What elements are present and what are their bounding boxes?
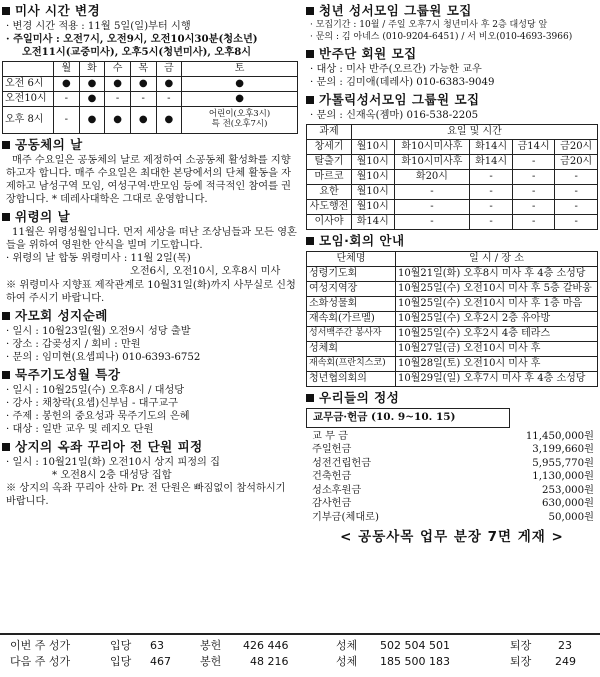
notice-banner: < 공동사목 업무 분장 7면 게재 > <box>340 529 564 546</box>
course-cell: - <box>512 200 555 215</box>
offering-row <box>306 470 598 484</box>
offering-amount: 630,000원 <box>542 498 594 510</box>
rosary-line1: · 일시 : 10월25일(수) 오후8시 / 대성당 <box>6 384 185 396</box>
community-body: 매주 수요일은 공동체의 날로 제정하여 소공동체 활성화를 지향하고자 합니다. 매주 수요일은 최대한 본당에서의 단체 활동을 자제하고 남성구역 모임, 여성구역·반모임 등에 적극적인 참여를 권장합니다. * 데레사대학은 그대로 운영합니다. <box>6 155 292 206</box>
pilgrimage-line1: · 일시 : 10월23일(월) 오전9시 성당 출발 <box>6 325 191 337</box>
bongheon-label: 봉헌 <box>200 655 222 668</box>
offering-title: 우리들의 정성 <box>319 390 400 406</box>
group-head: 단체명 <box>307 252 396 267</box>
meeting-group: 재속회(가르멜) <box>307 312 396 327</box>
bible-course-row <box>307 155 598 170</box>
mass-cell: ● <box>79 77 105 92</box>
section-pilgrimage <box>2 308 298 324</box>
memorial-title: 위령의 날 <box>15 209 71 225</box>
offering-row <box>306 430 598 444</box>
seongche-numbers: 502 504 501 <box>380 639 450 652</box>
square-bullet-icon <box>2 443 10 451</box>
course-cell: - <box>394 215 470 230</box>
mass-table-header <box>3 62 298 77</box>
meeting-group: 재속회(프란치스코) <box>307 357 396 372</box>
meeting-row <box>307 357 598 372</box>
offering-amount: 3,199,660원 <box>532 444 594 456</box>
meeting-group: 성체회 <box>307 342 396 357</box>
mass-table <box>2 61 298 134</box>
offering-label: 기부금(체대로) <box>312 511 379 523</box>
course-cell: - <box>470 200 513 215</box>
square-bullet-icon <box>306 237 314 245</box>
square-bullet-icon <box>2 7 10 15</box>
square-bullet-icon <box>2 371 10 379</box>
square-bullet-icon <box>2 213 10 221</box>
meetings-title: 모임·회의 안내 <box>319 233 405 249</box>
meeting-group: 여성지역장 <box>307 282 396 297</box>
course-cell: 화14시 <box>470 140 513 155</box>
offering-label: 주일헌금 <box>312 444 352 456</box>
right-column <box>306 0 598 546</box>
day-cell: 월 <box>54 62 80 77</box>
day-cell: 목 <box>130 62 156 77</box>
offering-label: 건축헌금 <box>312 471 352 483</box>
section-youth-bible <box>306 3 598 19</box>
course-cell: - <box>555 185 598 200</box>
hymn-row <box>0 655 600 671</box>
section-community-day <box>2 137 298 153</box>
offering-row <box>306 443 598 457</box>
hymn-row-label: 다음 주 성가 <box>10 655 71 668</box>
toejang-label: 퇴장 <box>510 639 532 652</box>
course-cell: - <box>555 215 598 230</box>
square-bullet-icon <box>306 50 314 58</box>
mass-cell: - <box>54 107 80 134</box>
toejang-label: 퇴장 <box>510 655 532 668</box>
shroud-line1: · 일시 : 10월21일(화) 오전10시 상지 피정의 집 <box>6 456 220 468</box>
meeting-info: 10월25일(수) 오후2시 2층 유아방 <box>396 312 598 327</box>
course-cell: 화14시 <box>470 155 513 170</box>
mass-cell: - <box>54 92 80 107</box>
mass-cell: ● <box>79 92 105 107</box>
bible-recruit-line2: · 문의 : 김 아네스 (010-9204-6451) / 서 비오(010-4693-3966) <box>310 31 573 42</box>
offering-row <box>306 457 598 471</box>
bible-course-header <box>307 125 598 140</box>
pilgrimage-title: 자모회 성지순례 <box>15 307 108 323</box>
rosary-title: 묵주기도성월 특강 <box>15 366 121 382</box>
mass-cell-saturday-note: 어린이(오후3시) 특 전(오후7시) <box>182 107 298 134</box>
meeting-info: 10월28일(토) 오전10시 미사 후 <box>396 357 598 372</box>
bongheon-numbers: 48 216 <box>250 655 289 668</box>
mass-line1: · 변경 시간 적용 : 11월 5일(일)부터 시행 <box>6 21 191 32</box>
mass-time: 오전10시 <box>3 92 54 107</box>
offering-amount: 11,450,000원 <box>525 430 594 442</box>
course-cell: - <box>470 185 513 200</box>
course-cell: - <box>394 185 470 200</box>
square-bullet-icon <box>306 7 314 15</box>
course-cell: - <box>555 200 598 215</box>
course-cell: - <box>394 200 470 215</box>
ipdang-number: 467 <box>150 655 171 668</box>
mass-line2: · 주일미사 : 오전7시, 오전9시, 오전10시30분(청소년) <box>6 33 258 46</box>
offering-row <box>306 484 598 498</box>
mass-cell: ● <box>54 77 80 92</box>
meeting-info: 10월21일(화) 오후8시 미사 후 4층 소성당 <box>396 267 598 282</box>
course-cell: - <box>512 215 555 230</box>
banju-line2: · 문의 : 김미애(데레사) 010-6383-9049 <box>310 77 495 89</box>
mass-cell: ● <box>130 107 156 134</box>
meeting-group: 청년협의회의 <box>307 372 396 387</box>
bongheon-numbers: 426 446 <box>243 639 289 652</box>
meeting-row <box>307 297 598 312</box>
course-cell: 금14시 <box>512 140 555 155</box>
hymn-footer <box>0 633 600 671</box>
ipdang-number: 63 <box>150 639 164 652</box>
shroud-line2: * 오전8시 2층 대성당 집합 <box>52 469 172 481</box>
course-cell: 화20시 <box>394 170 470 185</box>
meeting-group: 성령기도회 <box>307 267 396 282</box>
meeting-row <box>307 267 598 282</box>
course-head: 과제 <box>307 125 352 140</box>
course-cell: 월10시 <box>352 185 395 200</box>
offering-label: 성전건립헌금 <box>312 457 372 469</box>
meeting-info: 10월25일(수) 오후2시 4층 테라스 <box>396 327 598 342</box>
meeting-row <box>307 312 598 327</box>
day-cell: 수 <box>105 62 131 77</box>
day-cell: 금 <box>156 62 182 77</box>
mass-title: 미사 시간 변경 <box>15 3 101 18</box>
meeting-row <box>307 342 598 357</box>
banju-line1: · 대상 : 미사 반주(오르간) 가능한 교우 <box>310 64 482 76</box>
toejang-number: 23 <box>558 639 572 652</box>
course-cell: 월10시 <box>352 170 395 185</box>
meeting-row <box>307 282 598 297</box>
banju-title: 반주단 회원 모집 <box>319 46 417 62</box>
offering-period: 교무금·헌금 (10. 9~10. 15) <box>306 408 510 427</box>
course-cell: 금20시 <box>555 155 598 170</box>
square-bullet-icon <box>2 312 10 320</box>
section-banju <box>306 46 598 62</box>
day-cell: 토 <box>182 62 298 77</box>
course-cell: 월10시 <box>352 155 395 170</box>
pilgrimage-line3: · 문의 : 임미현(요셉피나) 010-6393-6752 <box>6 351 201 363</box>
offering-amount: 50,000원 <box>548 511 594 523</box>
offering-amount: 5,955,770원 <box>532 457 594 469</box>
section-memorial <box>2 209 298 225</box>
mass-cell: ● <box>182 92 298 107</box>
hymn-row <box>0 639 600 655</box>
seongche-label: 성체 <box>336 639 358 652</box>
toejang-number: 249 <box>555 655 576 668</box>
time-head: 요일 및 시간 <box>352 125 598 140</box>
bible-recruit-line1: · 모집기간 : 10월 / 주일 오후7시 청년미사 후 2층 대성당 앞 <box>310 20 548 30</box>
community-title: 공동체의 날 <box>15 137 83 153</box>
bible-course-row <box>307 200 598 215</box>
day-cell: 화 <box>79 62 105 77</box>
mass-cell: - <box>130 92 156 107</box>
meetings-table <box>306 251 598 387</box>
course-cell: - <box>512 170 555 185</box>
section-offering <box>306 390 598 406</box>
course-cell: 금20시 <box>555 140 598 155</box>
offering-row <box>306 511 598 525</box>
section-meetings <box>306 233 598 249</box>
mass-row <box>3 92 298 107</box>
meeting-info: 10월27일(금) 오전10시 미사 후 <box>396 342 598 357</box>
shroud-title: 상지의 옥좌 꾸리아 전 단원 피정 <box>15 438 203 454</box>
section-mass <box>2 3 298 19</box>
mass-time: 오전 6시 <box>3 77 54 92</box>
course-name: 사도행전 <box>307 200 352 215</box>
course-cell: 화10시미사후 <box>394 155 470 170</box>
course-cell: - <box>512 185 555 200</box>
bongheon-label: 봉헌 <box>200 639 222 652</box>
bible-course-row <box>307 215 598 230</box>
meeting-group: 소화성물회 <box>307 297 396 312</box>
square-bullet-icon <box>306 96 314 104</box>
section-rosary <box>2 367 298 383</box>
bible-recruit-title: 청년 성서모임 그룹원 모집 <box>319 3 472 18</box>
course-cell: - <box>512 155 555 170</box>
course-name: 창세기 <box>307 140 352 155</box>
mass-cell: ● <box>130 77 156 92</box>
pilgrimage-line2: · 장소 : 갑곶성지 / 회비 : 만원 <box>6 338 141 350</box>
course-cell: 월10시 <box>352 200 395 215</box>
mass-cell: ● <box>105 107 131 134</box>
mass-row <box>3 107 298 134</box>
info-head: 일 시 / 장 소 <box>396 252 598 267</box>
course-cell: 화10시미사후 <box>394 140 470 155</box>
offering-label: 교 무 금 <box>312 430 348 442</box>
memorial-note: ※ 위령미사 지향표 제작관계로 10월31일(화)까지 사무실로 신청하여 주시기 바랍니다. <box>6 279 296 304</box>
seongche-numbers: 185 500 183 <box>380 655 450 668</box>
meeting-row <box>307 327 598 342</box>
meeting-info: 10월29일(일) 오후7시 미사 후 4층 소성당 <box>396 372 598 387</box>
course-cell: - <box>470 215 513 230</box>
course-name: 요한 <box>307 185 352 200</box>
mass-cell: ● <box>156 77 182 92</box>
square-bullet-icon <box>2 141 10 149</box>
ipdang-label: 입당 <box>110 655 132 668</box>
course-cell: 화14시 <box>352 215 395 230</box>
ipdang-label: 입당 <box>110 639 132 652</box>
offering-amount: 253,000원 <box>542 484 594 496</box>
mass-cell: - <box>156 92 182 107</box>
mass-cell: ● <box>182 77 298 92</box>
course-cell: - <box>470 170 513 185</box>
offering-amount: 1,130,000원 <box>532 471 594 483</box>
mass-cell: ● <box>105 77 131 92</box>
memorial-line2: 오전6시, 오전10시, 오후8시 미사 <box>130 266 281 278</box>
mass-cell: ● <box>156 107 182 134</box>
mass-time: 오후 8시 <box>3 107 54 134</box>
offering-row <box>306 497 598 511</box>
left-column <box>2 0 298 508</box>
course-name: 이사야 <box>307 215 352 230</box>
offering-label: 성소후원금 <box>312 484 362 496</box>
meeting-info: 10월25일(수) 오전10시 미사 후 5층 갈바웅 <box>396 282 598 297</box>
mass-line3: 오전11시(교중미사), 오후5시(청년미사), 오후8시 <box>22 46 252 59</box>
rosary-line2: · 강사 : 채창락(요셉)신부님 - 대구교구 <box>6 397 179 409</box>
bible-course-table <box>306 124 598 230</box>
course-cell: - <box>555 170 598 185</box>
offering-label: 감사헌금 <box>312 498 352 510</box>
bible-course-row <box>307 140 598 155</box>
shroud-note: ※ 상지의 옥좌 꾸리아 산하 Pr. 전 단원은 빠짐없이 참석하시기 바랍니다. <box>6 483 286 508</box>
bible-course-row <box>307 185 598 200</box>
catholic-bible-title: 가톨릭성서모임 그룹원 모집 <box>319 92 480 108</box>
course-name: 마르코 <box>307 170 352 185</box>
square-bullet-icon <box>306 394 314 402</box>
meetings-header <box>307 252 598 267</box>
section-retreat <box>2 439 298 455</box>
catholic-bible-line1: · 문의 : 신재옥(젬마) 016-538-2205 <box>310 110 479 122</box>
memorial-line1: · 위령의 날 합동 위령미사 : 11월 2일(목) <box>6 253 191 265</box>
course-name: 탈출기 <box>307 155 352 170</box>
course-cell: 월10시 <box>352 140 395 155</box>
rosary-line3: · 주제 : 봉헌의 중요성과 묵주기도의 은혜 <box>6 410 190 422</box>
seongche-label: 성체 <box>336 655 358 668</box>
section-catholic-bible <box>306 92 598 108</box>
meeting-row <box>307 372 598 387</box>
meeting-info: 10월25일(수) 오전10시 미사 후 1층 마음 <box>396 297 598 312</box>
meeting-group: 성서백주간 봉사자 <box>307 327 396 342</box>
mass-cell: ● <box>79 107 105 134</box>
mass-row <box>3 77 298 92</box>
bible-course-row <box>307 170 598 185</box>
memorial-body: 11월은 위령성월입니다. 먼저 세상을 떠난 조상님들과 모든 영혼들을 위하여 영원한 안식을 빌며 기도합니다. <box>6 227 297 252</box>
rosary-line4: · 대상 : 일반 교우 및 레지오 단원 <box>6 423 154 435</box>
hymn-row-label: 이번 주 성가 <box>10 639 71 652</box>
mass-cell: - <box>105 92 131 107</box>
